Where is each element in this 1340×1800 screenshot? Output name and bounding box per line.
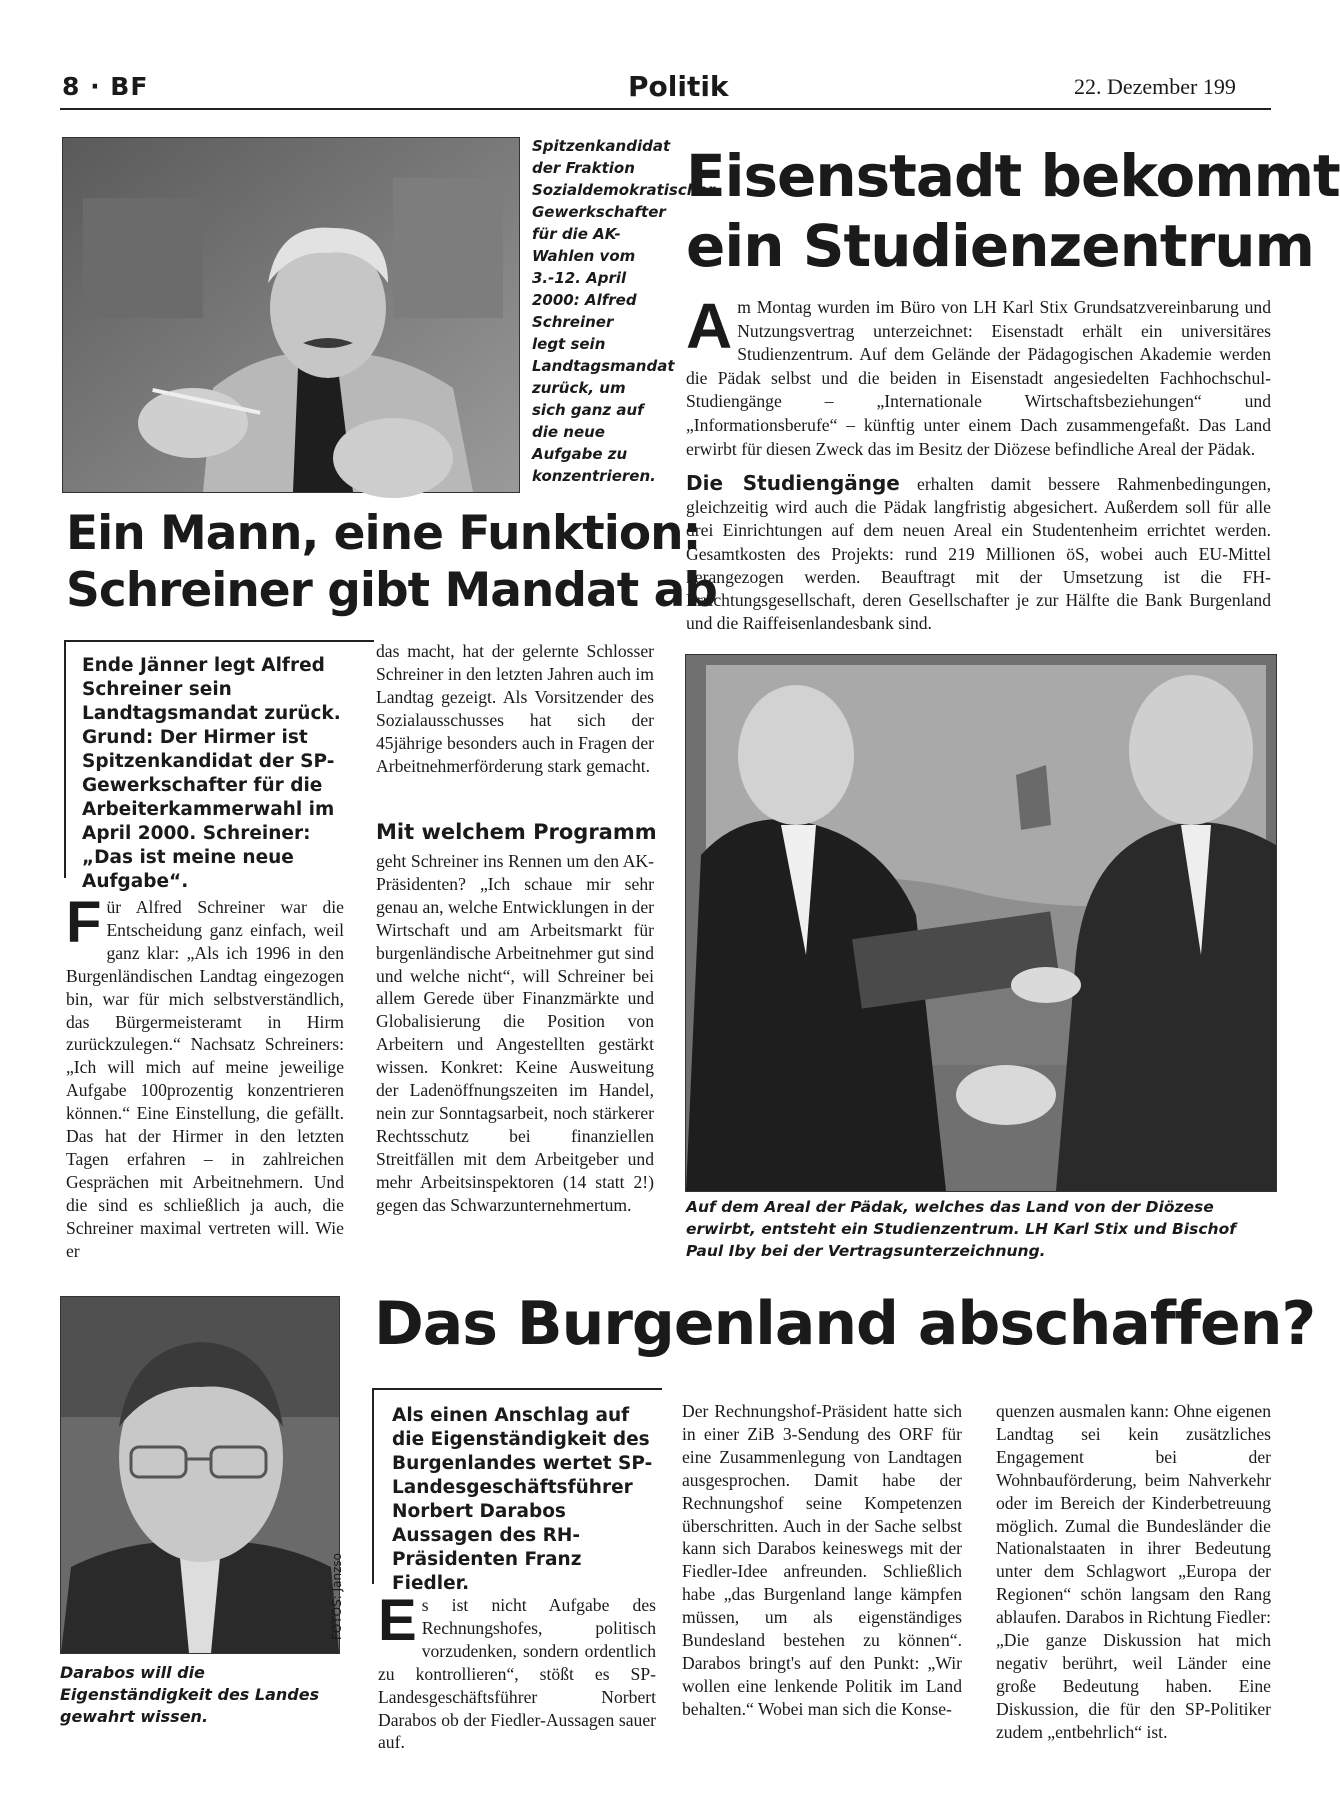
schreiner-photo (62, 137, 520, 493)
photo-credit: FOTOS: Janzso (330, 1553, 344, 1640)
schreiner-photo-caption: Spitzenkandidat der Fraktion Sozialdemokratischer Gewerkschafter für die AK-Wahlen vom 3.-12. April 2000: Alfred Schreiner legt sein Landtagsmandat zurück, um sich ganz auf die neue Aufgabe zu konzentrieren. (532, 137, 715, 485)
article2-headline-line2: ein Studienzentrum (686, 212, 1314, 280)
article1-headline-line1: Ein Mann, eine Funktion: (66, 506, 701, 561)
article3-lead-box-left (372, 1388, 374, 1584)
darabos-portrait-image (61, 1297, 339, 1653)
article1-body2: das macht, hat der gelernte Schlosser Schreiner in den letzten Jahren auch im Landtag gezeigt. Als Vorsitzender des Sozialausschusses hat sich der 45jährige besonders auch in Fragen der Arbeitnehmerförderung stark gemacht. (376, 641, 654, 776)
article2-drop-cap: A (686, 290, 733, 362)
article1-lead: Ende Jänner legt Alfred Schreiner sein Landtagsmandat zurück. Grund: Der Hirmer ist Spitzenkandidat der SP-Gewerkschafter für die Arbeiterkammerwahl im April 2000. Schreiner: „Das ist meine neue Aufgabe“. (82, 655, 341, 892)
article1-drop-cap: F (66, 890, 102, 955)
article1-body3: geht Schreiner ins Rennen um den AK-Präsidenten? „Ich schaue mir sehr genau an, welche Entwicklungen in der Wirtschaft und am Arbeitsmarkt für burgenländische Arbeitnehmer gut sind und welche nicht“, will Schreiner bei allem Gerede über Finanzmärkte und Globalisierung die Position von Arbeitern und Angestellten gestärkt wissen. Konkret: Keine Ausweitung der Ladenöffnungszeiten im Handel, nein zur Sonntagsarbeit, noch stärkerer Rechtsschutz bei finanziellen Streitfällen mit dem Arbeitgeber und mehr Arbeitsinspektoren (14 statt 2!) gegen das Schwarzunternehmertum. (376, 851, 654, 1215)
article3-lead-box-top (372, 1388, 662, 1390)
article3-body-col3 (996, 1400, 1271, 1784)
article2-body2: erhalten damit bessere Rahmenbedingungen, gleichzeitig wird auch die Pädak langfristig abgesichert. Außerdem soll für alle drei Einrichtungen auf dem neuen Areal ein Studentenheim errichtet werden. Gesamtkosten des Projekts: rund 219 Millionen öS, wobei auch EU-Mittel herangezogen werden. Beauftragt mit der Umsetzung ist die FH-Errichtungsgesellschaft, deren Gesellschafter je zur Hälfte die Bank Burgenland und die Raiffeisenlandesbank sind. (686, 474, 1271, 634)
header-rule (60, 108, 1271, 110)
article1-body-col2b (376, 850, 654, 1268)
article1-body-col2 (376, 640, 654, 804)
article3-body2: Der Rechnungshof-Präsident hatte sich in einer ZiB 3-Sendung des ORF für eine Zusammenlegung von Landtagen ausgesprochen. Damit habe der Rechnungshof seine Kompetenzen überschritten. Auch in der Sache selbst kann sich Darabos keineswegs mit der Fiedler-Idee anfreunden. Schließlich habe „das Burgenland lange kämpfen müssen, um als eigenständiges Bundesland bestehen zu können“. Darabos bringt's auf den Punkt: „Wir wollen eine lenkende Politik im Land behalten.“ Wobei man sich die Konse- (682, 1401, 962, 1719)
signing-photo (685, 654, 1277, 1192)
article3-drop-cap: E (378, 1588, 417, 1653)
article2-body-b (686, 472, 1271, 642)
article1-lead-box-top (64, 640, 374, 642)
article2-body1: m Montag wurden im Büro von LH Karl Stix Grundsatzvereinbarung und Nutzungsvertrag unterzeichnet: Eisenstadt erhält ein universitäres Studienzentrum. Auf dem Gelände der Pädagogischen Akademie werden die Pädak selbst und die beiden in Eisenstadt angesiedelten Fachhochschul-Studiengänge – „Internationale Wirtschaftsbeziehungen“ und „Informationsberufe“ – künftig unter einem Dach zusammengefaßt. Das Land erwirbt für diesen Zweck das im Besitz der Diözese befindliche Areal der Pädak. (686, 297, 1271, 459)
article1-subhead: Mit welchem Programm (376, 820, 657, 844)
article3-body-col1 (378, 1588, 656, 1780)
darabos-photo (60, 1296, 340, 1654)
darabos-photo-caption: Darabos will die Eigenständigkeit des Landes gewahrt wissen. (60, 1663, 320, 1726)
issue-date: 22. Dezember 199 (1074, 74, 1236, 99)
article1-body-col1 (66, 890, 344, 1266)
article3-headline: Das Burgenland abschaffen? (374, 1289, 1316, 1359)
article2-headline-line1: Eisenstadt bekommt (686, 142, 1340, 210)
article2-body (686, 290, 1271, 459)
signing-photo-caption: Auf dem Areal der Pädak, welches das Land von der Diözese erwirbt, entsteht ein Studienzentrum. LH Karl Stix und Bischof Paul Iby bei der Vertragsunterzeichnung. (686, 1198, 1236, 1260)
page-number: 8 · BF (62, 72, 149, 101)
article1-body1: ür Alfred Schreiner war die Entscheidung ganz einfach, weil ganz klar: „Als ich 1996 in den Burgenländischen Landtag eingezogen bin, war für mich selbstverständlich, das Bürgermeisteramt in Hirm zurückzulegen.“ Nachsatz Schreiners: „Ich will mich auf meine jeweilige Aufgabe 100prozentig konzentrieren können.“ Eine Einstellung, die gefällt. Das hat der Hirmer in den letzten Tagen erfahren – in zahlreichen Gesprächen mit Arbeitnehmern. Und die sind es schließlich ja auch, die Schreiner maximal vertreten will. Wie er (66, 897, 344, 1261)
article1-headline-line2: Schreiner gibt Mandat ab (66, 563, 717, 618)
article1-lead-box (64, 640, 66, 878)
article3-body-col2 (682, 1400, 962, 1784)
signing-ceremony-image (686, 655, 1276, 1191)
section-title: Politik (628, 70, 729, 103)
article3-body1: s ist nicht Aufgabe des Rechnungshofes, politisch vorzudenken, sondern ordentlich zu kontrollieren“, stößt es SP-Landesgeschäftsführer Norbert Darabos ob der Fiedler-Aussagen sauer auf. (378, 1595, 656, 1753)
schreiner-portrait-image (63, 138, 519, 492)
article2-run-in: Die Studiengänge (686, 471, 900, 495)
article3-body3: quenzen ausmalen kann: Ohne eigenen Landtag sei kein zusätzliches Engagement bei der Wohnbauförderung, beim Nahverkehr oder im Bereich der Kinderbetreuung möglich. Zumal die Bundesländer die Nationalstaaten in ihrer Bedeutung unter dem Schlagwort „Europa der Regionen“ schön langsam den Rang ablaufen. Darabos in Richtung Fiedler: „Die ganze Diskussion hat mich negativ berührt, weil Länder eine große Bedeutung haben. Eine Diskussion, die für den SP-Politiker zudem „entbehrlich“ ist. (996, 1401, 1271, 1742)
article3-lead: Als einen Anschlag auf die Eigenständigkeit des Burgenlandes wertet SP-Landesgeschäftsführer Norbert Darabos Aussagen des RH-Präsidenten Franz Fiedler. (392, 1405, 653, 1594)
